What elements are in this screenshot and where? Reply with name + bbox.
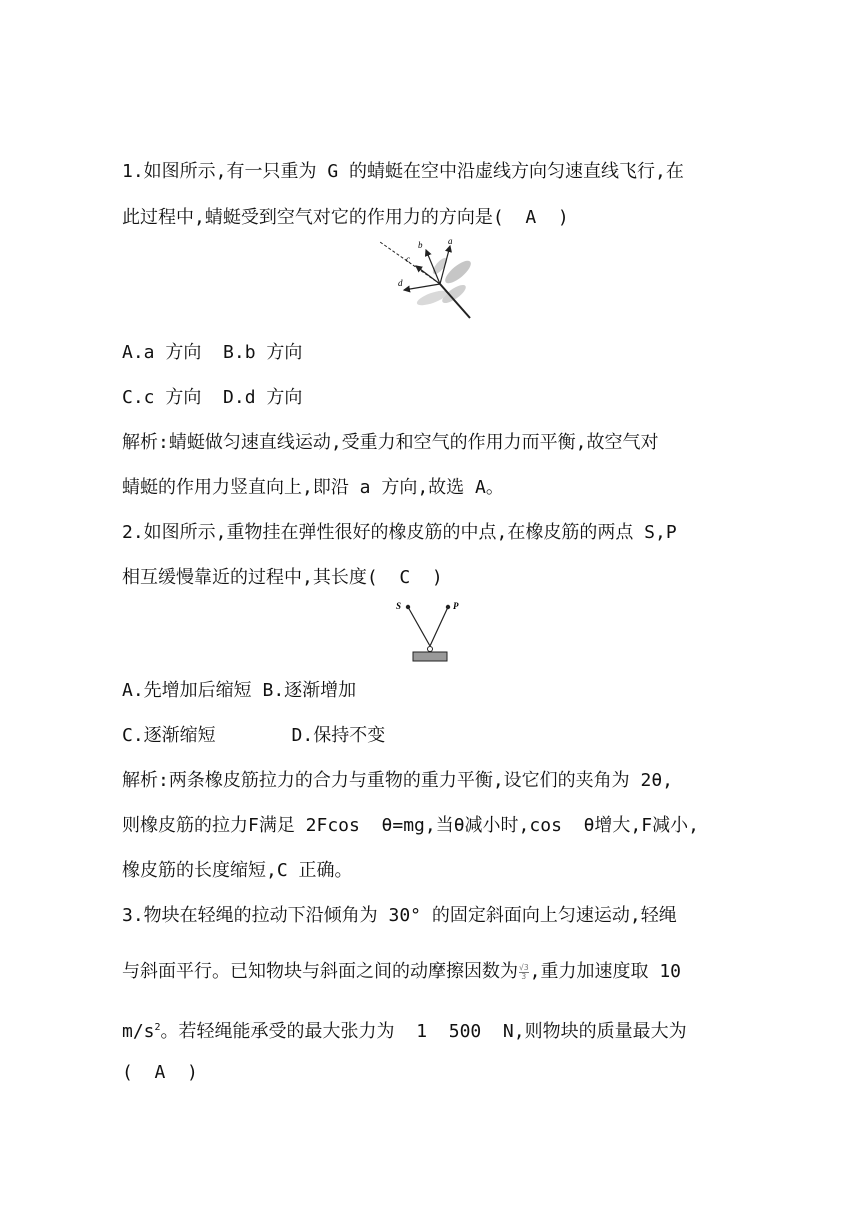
q3-stem-line4: ( A ) <box>122 1062 198 1083</box>
label-d: d <box>398 278 403 288</box>
arrow-d <box>404 284 440 290</box>
fraction-numerator: √3 <box>519 962 529 972</box>
q2-analysis-line3: 橡皮筋的长度缩短,C 正确。 <box>122 860 353 881</box>
label-a: a <box>448 236 453 246</box>
q2-analysis-line2: 则橡皮筋的拉力F满足 2Fcos θ=mg,当θ减小时,cos θ增大,F减小, <box>122 815 699 836</box>
q1-stem-line2: 此过程中,蜻蜓受到空气对它的作用力的方向是( A ) <box>122 207 569 228</box>
q3-line2-part1: 与斜面平行。已知物块与斜面之间的动摩擦因数为 <box>122 961 518 982</box>
q2-options-line1: A.先增加后缩短 B.逐渐增加 <box>122 680 357 701</box>
q3-unit-exponent: 2 <box>154 1022 161 1033</box>
label-b: b <box>418 240 423 250</box>
q2-analysis-line1: 解析:两条橡皮筋拉力的合力与重物的重力平衡,设它们的夹角为 2θ, <box>122 770 674 791</box>
q2-stem-line1: 2.如图所示,重物挂在弹性很好的橡皮筋的中点,在橡皮筋的两点 S,P <box>122 522 677 543</box>
q1-stem-line1: 1.如图所示,有一只重为 G 的蜻蜓在空中沿虚线方向匀速直线飞行,在 <box>122 161 684 182</box>
weight-block <box>413 652 447 661</box>
label-c: c <box>406 254 410 264</box>
q2-options-line2: C.逐渐缩短 D.保持不变 <box>122 725 386 746</box>
friction-fraction <box>519 964 529 981</box>
q3-line3-text: 。若轻绳能承受的最大张力为 1 500 N,则物块的质量最大为 <box>160 1021 687 1042</box>
band-right <box>430 607 448 646</box>
dragonfly-wings <box>415 256 474 308</box>
q1-analysis-line2: 蜻蜓的作用力竖直向上,即沿 a 方向,故选 A。 <box>122 477 504 498</box>
band-left <box>408 607 430 646</box>
rubber-band-figure <box>390 596 470 666</box>
q3-stem-line1: 3.物块在轻绳的拉动下沿倾角为 30° 的固定斜面向上匀速运动,轻绳 <box>122 905 677 926</box>
q1-options-line2: C.c 方向 D.d 方向 <box>122 387 303 408</box>
dragonfly-figure <box>370 236 482 320</box>
q1-analysis-line1: 解析:蜻蜓做匀速直线运动,受重力和空气的作用力而平衡,故空气对 <box>122 432 659 453</box>
hook <box>428 647 433 652</box>
q3-stem-line2 <box>122 960 681 984</box>
q3-stem-line3 <box>122 1016 687 1044</box>
label-s: S <box>396 601 402 611</box>
q3-line2-part2: ,重力加速度取 10 <box>529 961 681 982</box>
q1-options-line1: A.a 方向 B.b 方向 <box>122 342 303 363</box>
fraction-denominator: 3 <box>521 971 527 981</box>
q2-stem-line2: 相互缓慢靠近的过程中,其长度( C ) <box>122 567 443 588</box>
label-p: P <box>453 601 459 611</box>
q3-unit: m/s <box>122 1021 155 1042</box>
